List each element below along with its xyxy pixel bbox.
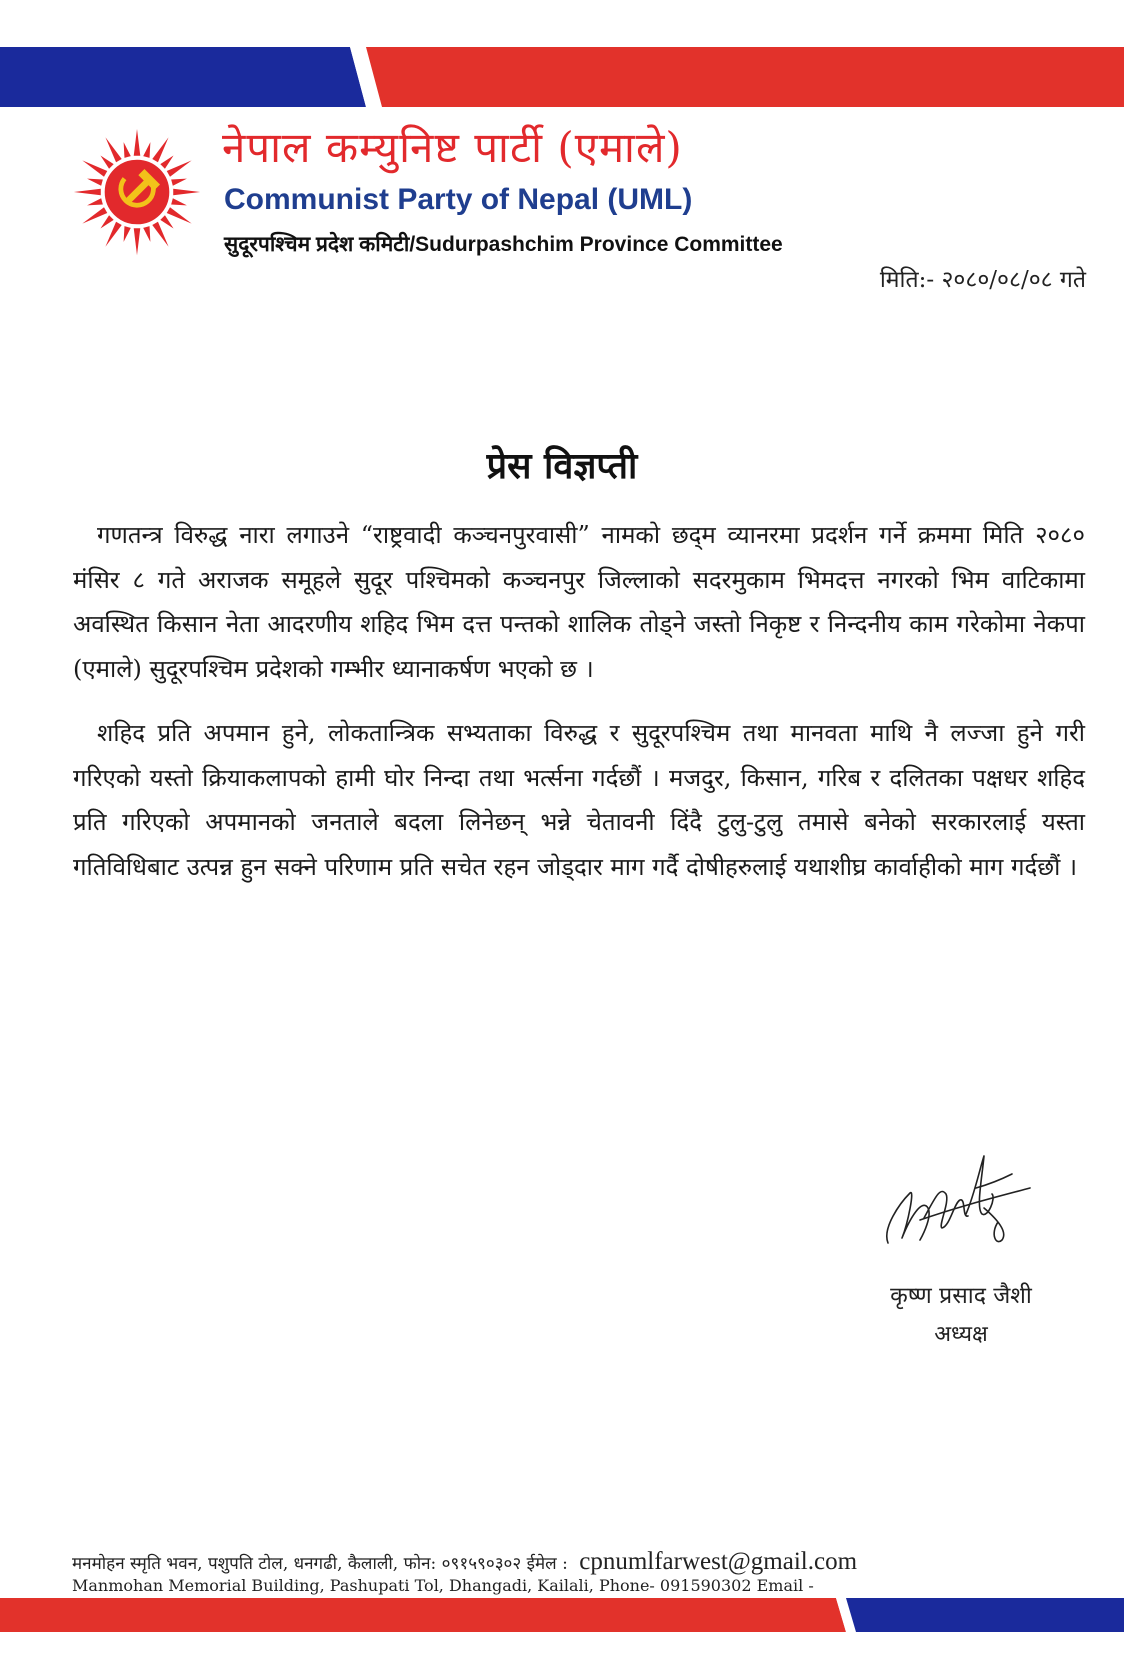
logo-sun-ray [74, 189, 101, 196]
logo-sun-ray [82, 160, 107, 176]
party-name-english: Communist Party of Nepal (UML) [224, 183, 693, 216]
logo-sun-ray [160, 155, 173, 168]
logo-sun-ray [171, 179, 187, 186]
logo-sun-ray [160, 215, 173, 228]
body-paragraph: शहिद प्रति अपमान हुने, लोकतान्त्रिक सभ्यताका विरुद्ध र सुदूरपश्चिम तथा मानवता माथि नै लज्जा हुने गरी गरिएको यस्तो क्रियाकलापको हामी घोर निन्दा तथा भर्त्सना गर्दछौं । मजदुर, किसान, गरिब र दलितका पक्षधर शहिद प्रति गरिएको अपमानको जनताले बदला लिनेछन् भन्ने चेतावनी दिंदै टुलु-टुलु तमासे बनेको सरकारलाई यस्ता गतिविधिबाट उत्पन्न हुन सक्ने परिणाम प्रति सचेत रहन जोड्दार माग गर्दै दोषीहरुलाई यथाशीघ्र कार्वाहीको माग गर्दछौं । [73, 719, 1085, 881]
logo-sun-ray [87, 198, 103, 205]
footer-address-nepali-text: मनमोहन स्मृति भवन, पशुपति टोल, धनगढी, कैलाली, फोन: ०९१५९०३०२ ईमेल : [72, 1554, 568, 1574]
logo-sun-ray [124, 226, 131, 242]
committee-name: सुदूरपश्चिम प्रदेश कमिटी/Sudurpashchim Province Committee [224, 233, 783, 256]
footer-color-band [0, 1598, 1124, 1632]
logo-sun-ray [143, 226, 150, 242]
logo-sun-ray [152, 222, 168, 247]
press-release-title: प्रेस विज्ञप्ती [486, 445, 638, 487]
logo-sun-ray [143, 142, 150, 158]
logo-sun-ray [100, 155, 113, 168]
body-paragraph: गणतन्त्र विरुद्ध नारा लगाउने “राष्ट्रवादी कञ्चनपुरवासी” नामको छद्‍म व्यानरमा प्रदर्शन गर्ने क्रममा मिति २०८० मंसिर ८ गते अराजक समूहले सुदूर पश्चिमको कञ्चनपुर जिल्लाको सदरमुकाम भिमदत्त नगरको भिम वाटिकामा अवस्थित किसान नेता आदरणीय शहिद भिम दत्त पन्तको शालिक तोड्ने जस्तो निकृष्ट र निन्दनीय काम गरेकोमा नेकपा (एमाले) सुदूरपश्चिम प्रदेशको गम्भीर ध्यानाकर्षण भएको छ । [73, 521, 1085, 683]
footer-email-link[interactable]: cpnumlfarwest@gmail.com [579, 1548, 858, 1575]
logo-sun-ray [152, 137, 168, 162]
logo-sun-ray [82, 207, 107, 223]
logo-sun-ray [173, 189, 200, 196]
footer-address-nepali [72, 1548, 857, 1576]
logo-sun-ray [134, 228, 141, 255]
logo-sun-ray [105, 137, 121, 162]
logo-sun-ray [171, 198, 187, 205]
logo-sun-ray [100, 215, 113, 228]
logo-sun-ray [105, 222, 121, 247]
party-name-nepali: नेपाल कम्युनिष्ट पार्टी (एमाले) [222, 123, 683, 172]
logo-sun-ray [87, 179, 103, 186]
footer-address-english: Manmohan Memorial Building, Pashupati Tol, Dhangadi, Kailali, Phone- 091590302 Email - [72, 1576, 814, 1595]
handwritten-signature [880, 1148, 1040, 1258]
signatory-title: अध्यक्ष [934, 1322, 988, 1347]
logo-sun-ray [134, 129, 141, 156]
header-color-band [0, 47, 1124, 107]
logo-sun-ray [167, 207, 192, 223]
logo-sun-ray [167, 160, 192, 176]
signatory-name: कृष्ण प्रसाद जैशी [890, 1283, 1032, 1309]
party-logo-sun-icon [70, 125, 204, 259]
press-release-body [73, 513, 1085, 909]
logo-sun-ray [124, 142, 131, 158]
document-date: मिति:- २०८०/०८/०८ गते [879, 267, 1086, 293]
